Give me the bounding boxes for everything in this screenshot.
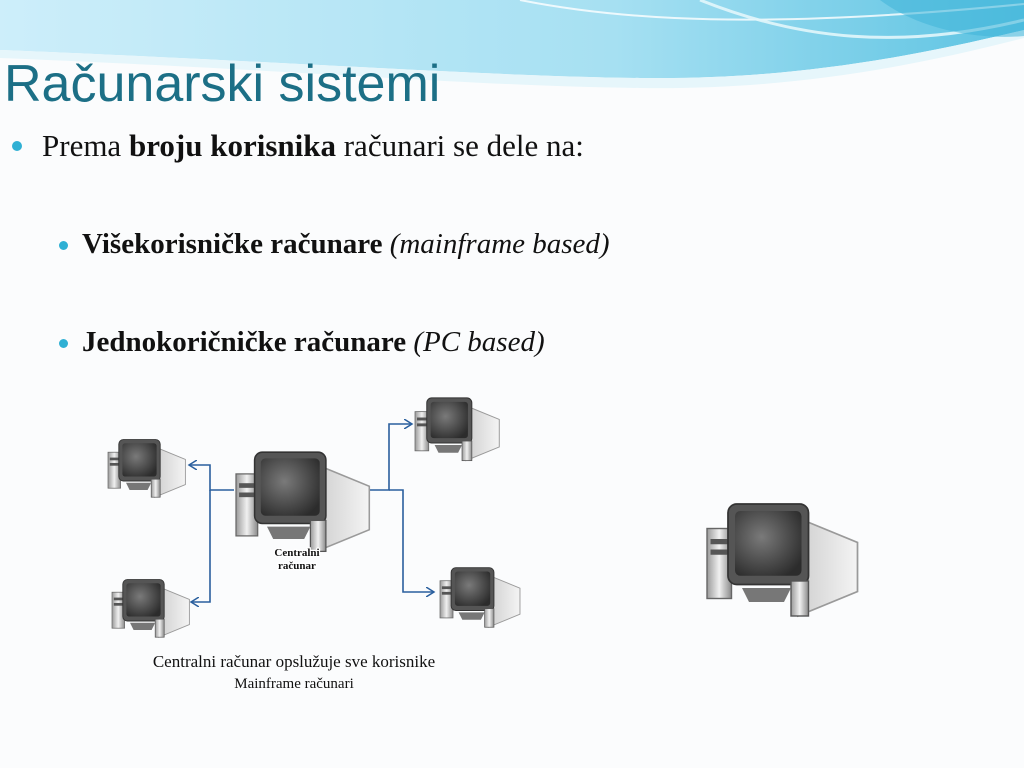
computer-icon xyxy=(112,580,189,638)
diagram-caption: Centralni računar opslužuje sve korisnike xyxy=(152,652,436,671)
computer-icon xyxy=(108,440,185,498)
diagram-subcaption: Mainframe računari xyxy=(234,676,354,692)
computer-icon xyxy=(415,398,499,461)
computer-icon xyxy=(707,504,858,616)
computer-icon xyxy=(440,568,520,628)
central-computer-label-line2: računar xyxy=(278,560,316,572)
computer-icon xyxy=(236,452,369,551)
bullet-text-suffix: računari se dele na: xyxy=(335,128,584,163)
bullet-single-user-bold: Jednokoričničke računare xyxy=(82,326,407,358)
central-computer-label-line1: Centralni xyxy=(274,547,320,559)
slide-title: Računarski sistemi xyxy=(4,55,441,113)
bullet-multi-user-italic: (mainframe based) xyxy=(382,228,610,260)
bullet-text-bold: broju korisnika xyxy=(128,128,336,163)
bullet-multi-user-bold: Višekorisničke računare xyxy=(82,228,383,260)
bullet-single-user-italic: (PC based) xyxy=(406,326,545,358)
bullet-text-prefix: Prema xyxy=(42,128,129,163)
